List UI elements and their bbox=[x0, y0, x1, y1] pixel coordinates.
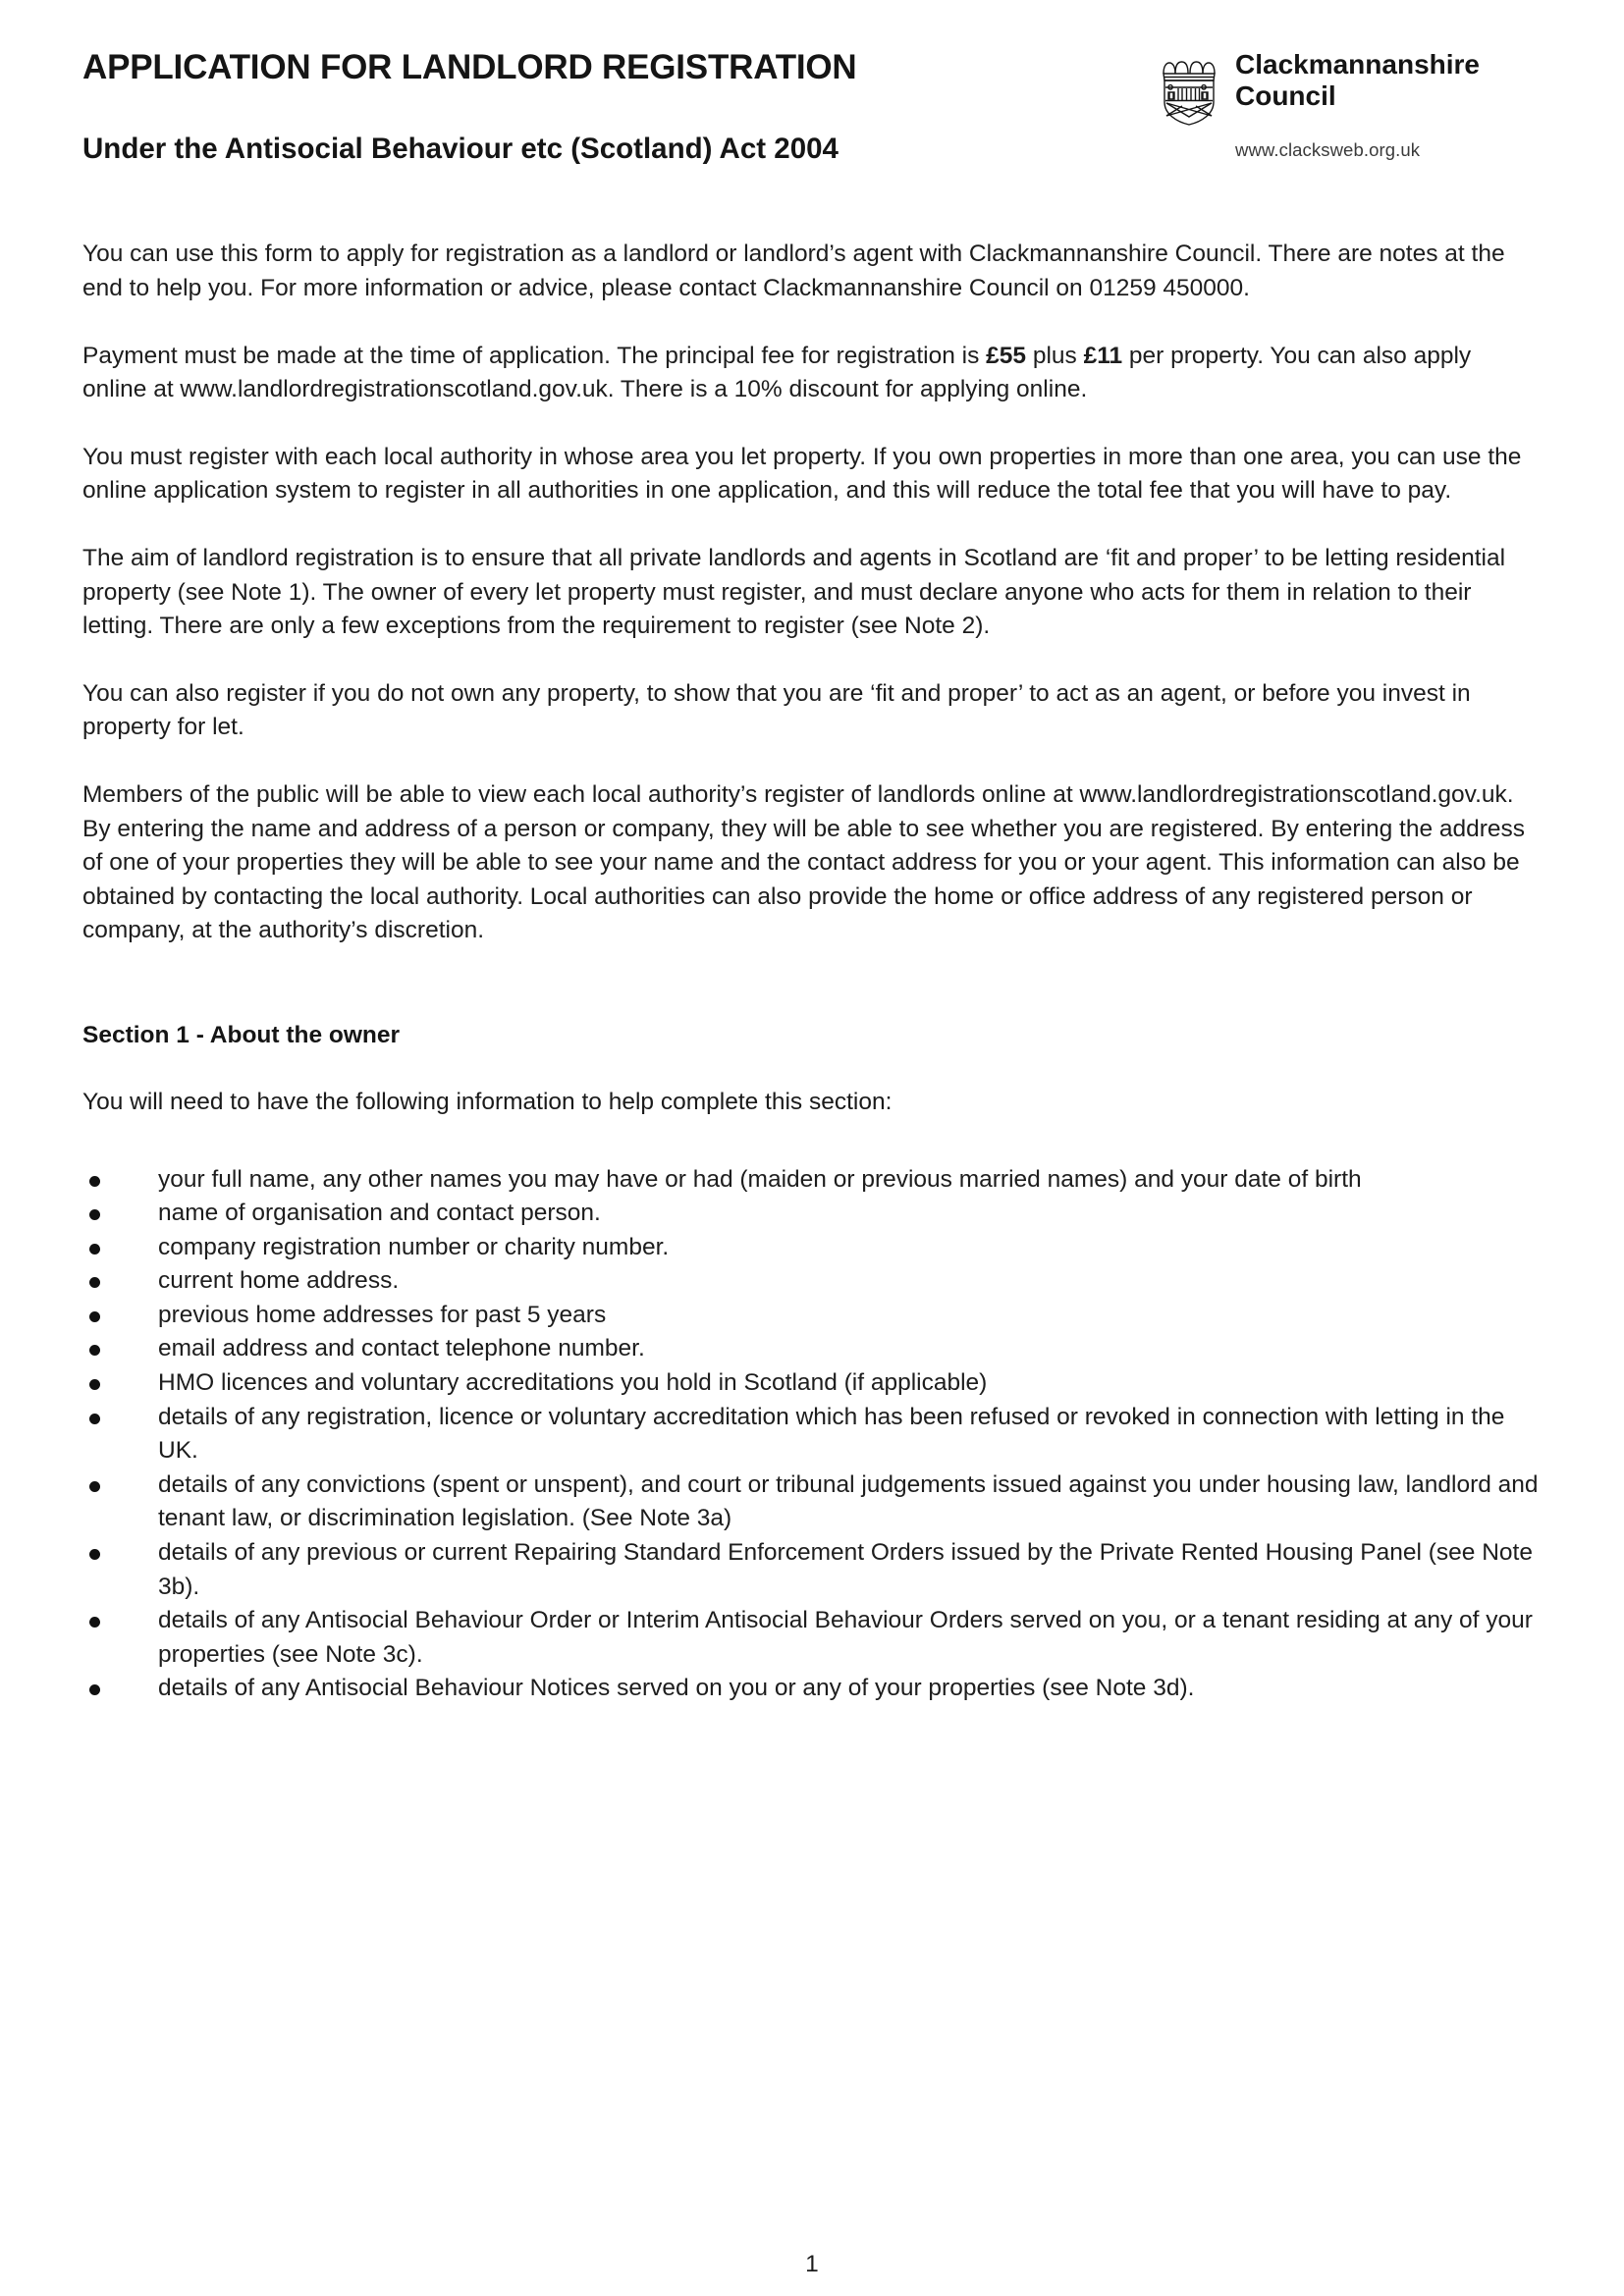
list-item bbox=[82, 1468, 1542, 1536]
fee-text-lead: Payment must be made at the time of application. The principal fee for registration is bbox=[82, 342, 987, 369]
bullet-icon bbox=[89, 1379, 100, 1390]
list-item-label: company registration number or charity number. bbox=[158, 1233, 670, 1260]
bullet-icon bbox=[89, 1209, 100, 1220]
intro-paragraph-1 bbox=[82, 238, 1542, 305]
bullet-icon bbox=[89, 1617, 100, 1628]
header-titles bbox=[82, 45, 1159, 165]
brand-row bbox=[1159, 49, 1480, 126]
bullet-icon bbox=[89, 1549, 100, 1560]
list-item-label: your full name, any other names you may have or had (maiden or previous married names) and your date of birth bbox=[158, 1165, 1362, 1193]
per-property-fee-amount: £11 bbox=[1083, 342, 1123, 369]
intro-paragraph-2 bbox=[82, 340, 1542, 407]
list-item-label: name of organisation and contact person. bbox=[158, 1200, 601, 1227]
list-item bbox=[82, 1604, 1542, 1672]
list-item-label: HMO licences and voluntary accreditations you hold in Scotland (if applicable) bbox=[158, 1369, 988, 1397]
council-name bbox=[1235, 49, 1480, 113]
council-name-line1: Clackmannanshire bbox=[1235, 49, 1480, 80]
section-1-lead-in: You will need to have the following information to help complete this section: bbox=[82, 1088, 893, 1115]
intro-paragraph-1-text: You can use this form to apply for registration as a landlord or landlord’s agent with Clackmannanshire Council. There are notes at the end to help you. For more information or advice, please contact Clackmannanshire Council on 01259 450000. bbox=[82, 240, 1505, 302]
council-website-url: www.clacksweb.org.uk bbox=[1235, 139, 1421, 160]
list-item bbox=[82, 1299, 1542, 1333]
list-item bbox=[82, 1264, 1542, 1299]
list-item-label: previous home addresses for past 5 years bbox=[158, 1301, 607, 1328]
page-subtitle: Under the Antisocial Behaviour etc (Scotland) Act 2004 bbox=[82, 132, 839, 165]
intro-paragraph-5: You can also register if you do not own any property, to show that you are ‘fit and proper’ to act as an agent, or before you invest in property for let. bbox=[82, 679, 1471, 741]
list-item-label: details of any previous or current Repairing Standard Enforcement Orders issued by the Private Rented Housing Panel (see Note 3b). bbox=[158, 1539, 1533, 1600]
section-1-requirements-list bbox=[82, 1163, 1542, 1707]
document-header bbox=[82, 45, 1542, 165]
list-item-label: details of any convictions (spent or unspent), and court or tribunal judgements issued against you under housing law, landlord and tenant law, or discrimination legislation. (See Note 3a) bbox=[158, 1470, 1539, 1532]
bullet-icon bbox=[89, 1311, 100, 1322]
document-body bbox=[82, 238, 1542, 1706]
bullet-icon bbox=[89, 1414, 100, 1424]
page-title: APPLICATION FOR LANDLORD REGISTRATION bbox=[82, 48, 857, 86]
intro-paragraph-6: Members of the public will be able to view each local authority’s register of landlords online at www.landlordregistrationscotland.gov.uk. By entering the name and address of a person or company, they will be able to see whether you are registered. By entering the address of one of your properties they will be able to see your name and the contact address for you or your agent. This information can also be obtained by contacting the local authority. Local authorities can also provide the home or office address of any registered person or company, at the authority’s discretion. bbox=[82, 780, 1526, 944]
list-item-label: details of any Antisocial Behaviour Order or Interim Antisocial Behaviour Orders served on you, or a tenant residing at any of your properties (see Note 3c). bbox=[158, 1607, 1533, 1668]
list-item bbox=[82, 1401, 1542, 1468]
bullet-icon bbox=[89, 1481, 100, 1492]
section-1-heading: Section 1 - About the owner bbox=[82, 1021, 401, 1048]
list-item-label: details of any Antisocial Behaviour Notices served on you or any of your properties (see Note 3d). bbox=[158, 1675, 1195, 1702]
principal-fee-amount: £55 bbox=[986, 342, 1027, 369]
list-item-label: email address and contact telephone number. bbox=[158, 1335, 645, 1362]
bullet-icon bbox=[89, 1244, 100, 1255]
bullet-icon bbox=[89, 1345, 100, 1356]
list-item bbox=[82, 1536, 1542, 1604]
list-item bbox=[82, 1672, 1542, 1706]
council-name-line2: Council bbox=[1235, 80, 1336, 112]
list-item-label: current home address. bbox=[158, 1267, 400, 1295]
list-item bbox=[82, 1332, 1542, 1366]
council-branding bbox=[1159, 45, 1542, 161]
list-item bbox=[82, 1163, 1542, 1198]
bullet-icon bbox=[89, 1277, 100, 1288]
page-number: 1 bbox=[805, 2251, 819, 2277]
intro-paragraph-3: You must register with each local authority in whose area you let property. If you own properties in more than one area, you can use the online application system to register in all authorities in one application, and this will reduce the total fee that you will have to pay. bbox=[82, 443, 1522, 505]
fee-text-plus: plus bbox=[1026, 342, 1084, 369]
intro-paragraph-4: The aim of landlord registration is to ensure that all private landlords and agents in Scotland are ‘fit and proper’ to be letting residential property (see Note 1). The owner of every let property must register, and must declare anyone who acts for them in relation to their letting. There are only a few exceptions from the requirement to register (see Note 2). bbox=[82, 544, 1506, 640]
list-item bbox=[82, 1231, 1542, 1265]
clackmannanshire-coat-of-arms-icon bbox=[1159, 51, 1219, 126]
list-item bbox=[82, 1366, 1542, 1401]
bullet-icon bbox=[89, 1684, 100, 1695]
list-item-label: details of any registration, licence or voluntary accreditation which has been refused or revoked in connection with letting in the UK. bbox=[158, 1403, 1505, 1465]
bullet-icon bbox=[89, 1176, 100, 1187]
fee-text-tail: per property. You can also apply online at www.landlordregistrationscotland.gov.uk. There is a 10% discount for applying online. bbox=[82, 342, 1472, 403]
list-item bbox=[82, 1197, 1542, 1231]
